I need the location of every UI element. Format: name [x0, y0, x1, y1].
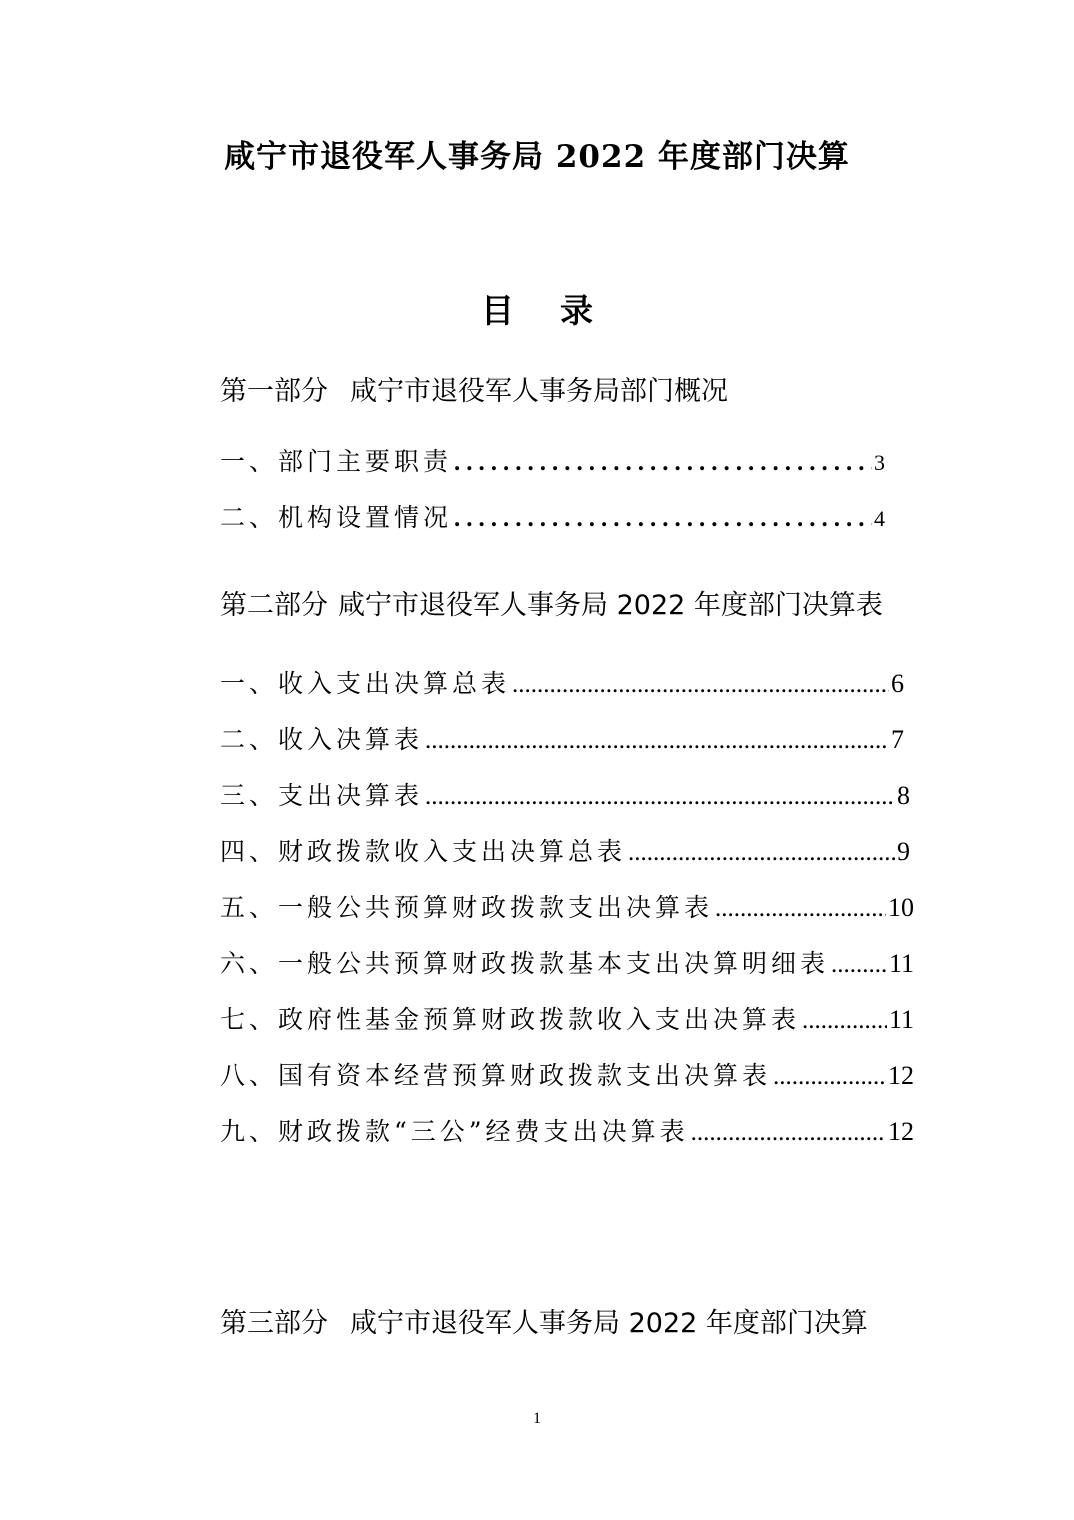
toc-entry-page: 4: [874, 506, 885, 531]
toc-entry[interactable]: [220, 1110, 914, 1155]
dot-leader: [425, 719, 889, 763]
part-three-title: 咸宁市退役军人事务局 2022 年度部门决算: [350, 1308, 868, 1339]
toc-entry[interactable]: [220, 718, 904, 763]
dot-leader: [691, 1111, 886, 1155]
part-two-number: 第二部分: [220, 590, 328, 621]
part-one-number: 第一部分: [220, 376, 328, 407]
toc-heading: 目录: [481, 291, 639, 330]
toc-entry-label: 二、收入决算表: [220, 725, 424, 754]
toc-entry[interactable]: [220, 830, 910, 875]
dot-leader: [454, 441, 872, 485]
toc-entry-page: 10: [888, 893, 914, 922]
part-three-number: 第三部分: [220, 1308, 328, 1339]
toc-entry-page: 12: [888, 1061, 914, 1090]
toc-entry-label: 四、财政拨款收入支出决算总表: [220, 837, 627, 866]
toc-entry-label: 七、政府性基金预算财政拨款收入支出决算表: [220, 1005, 801, 1034]
toc-entry-page: 12: [888, 1117, 914, 1146]
part-three-heading: [220, 1302, 920, 1346]
toc-entry[interactable]: [220, 774, 910, 819]
toc-entry[interactable]: [220, 1054, 914, 1099]
toc-entry-page: 9: [897, 837, 910, 866]
toc-entry-page: 8: [897, 781, 910, 810]
dot-leader: [802, 999, 887, 1043]
page-number: 1: [533, 1410, 541, 1427]
toc-entry-page: 3: [874, 450, 885, 475]
toc-entry-label: 九、财政拨款“三公”经费支出决算表: [220, 1117, 689, 1146]
dot-leader: [773, 1055, 886, 1099]
toc-entry[interactable]: [220, 440, 885, 485]
dot-leader: [715, 887, 886, 931]
toc-entry[interactable]: [220, 998, 914, 1043]
document-title: 咸宁市退役军人事务局 2022 年度部门决算: [224, 139, 850, 175]
toc-entry-label: 六、一般公共预算财政拨款基本支出决算明细表: [220, 949, 830, 978]
toc-entry-page: 6: [891, 669, 904, 698]
toc-entry-label: 二、机构设置情况: [220, 503, 453, 532]
toc-entry-label: 一、收入支出决算总表: [220, 669, 511, 698]
toc-entry-page: 7: [891, 725, 904, 754]
toc-entry-label: 一、部门主要职责: [220, 447, 453, 476]
toc-entry[interactable]: [220, 942, 914, 987]
part-two-title: 咸宁市退役军人事务局 2022 年度部门决算表: [338, 590, 883, 621]
toc-entry-label: 八、国有资本经营预算财政拨款支出决算表: [220, 1061, 772, 1090]
toc-entry-label: 五、一般公共预算财政拨款支出决算表: [220, 893, 714, 922]
dot-leader: [831, 943, 887, 987]
toc-entry[interactable]: [220, 662, 904, 707]
dot-leader: [454, 497, 872, 541]
dot-leader: [425, 775, 895, 819]
toc-entry-page: 11: [888, 1005, 914, 1034]
dot-leader: [512, 663, 889, 707]
toc-entry-page: 11: [888, 949, 914, 978]
dot-leader: [628, 831, 895, 875]
part-two-heading: [220, 584, 920, 628]
part-one-heading: [220, 370, 920, 414]
toc-entry[interactable]: [220, 886, 914, 931]
toc-entry[interactable]: [220, 496, 885, 541]
toc-entry-label: 三、支出决算表: [220, 781, 424, 810]
part-one-title: 咸宁市退役军人事务局部门概况: [350, 376, 728, 407]
